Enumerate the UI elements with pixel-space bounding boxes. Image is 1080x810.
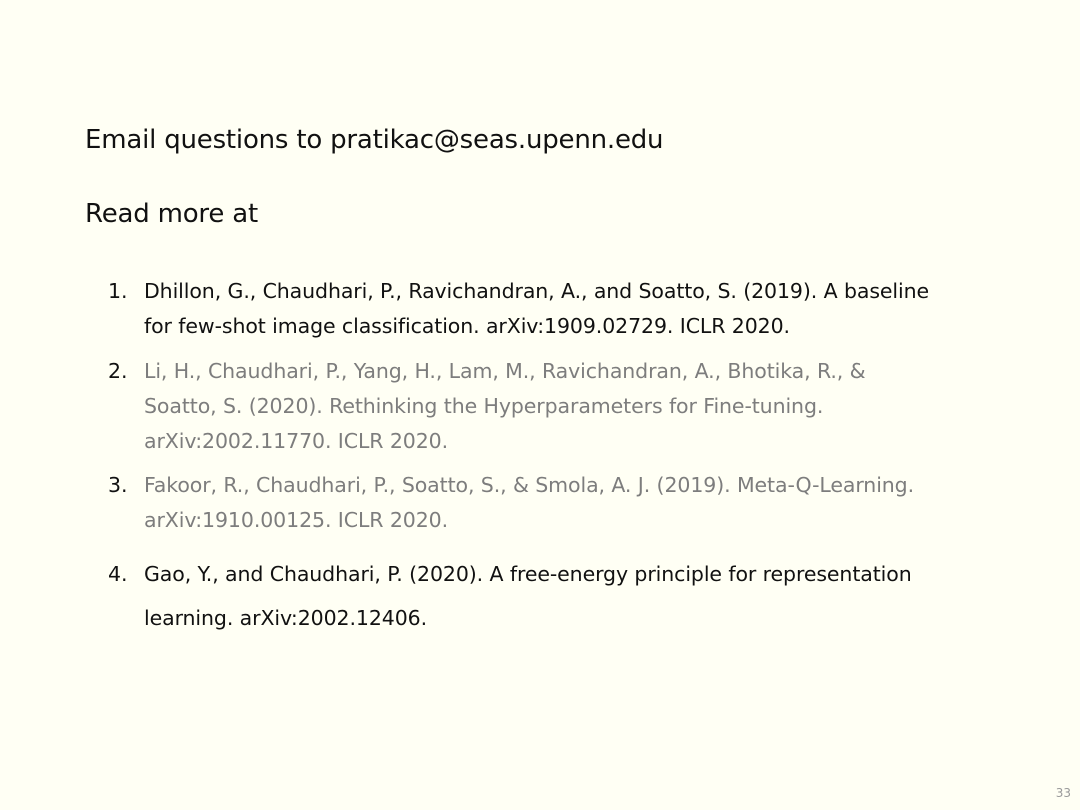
reference-line: Soatto, S. (2020). Rethinking the Hyperparameters for Fine-tuning.	[144, 394, 824, 418]
reference-number: 2.	[108, 359, 128, 383]
reference-number: 3.	[108, 473, 128, 497]
reference-number: 1.	[108, 279, 128, 303]
reference-line: arXiv:2002.11770. ICLR 2020.	[144, 429, 449, 453]
reference-line: learning. arXiv:2002.12406.	[144, 606, 428, 630]
read-more-heading: Read more at	[85, 199, 258, 229]
reference-line: Gao, Y., and Chaudhari, P. (2020). A free-energy principle for representation	[144, 562, 912, 586]
reference-line: Dhillon, G., Chaudhari, P., Ravichandran, A., and Soatto, S. (2019). A baseline	[144, 279, 930, 303]
email-line: Email questions to pratikac@seas.upenn.edu	[85, 125, 664, 155]
reference-line: Li, H., Chaudhari, P., Yang, H., Lam, M., Ravichandran, A., Bhotika, R., &	[144, 359, 866, 383]
reference-line: Fakoor, R., Chaudhari, P., Soatto, S., & Smola, A. J. (2019). Meta-Q-Learning.	[144, 473, 915, 497]
reference-line: for few-shot image classification. arXiv:1909.02729. ICLR 2020.	[144, 314, 790, 338]
reference-number: 4.	[108, 562, 128, 586]
reference-line: arXiv:1910.00125. ICLR 2020.	[144, 508, 449, 532]
page-number: 33	[1055, 786, 1071, 800]
